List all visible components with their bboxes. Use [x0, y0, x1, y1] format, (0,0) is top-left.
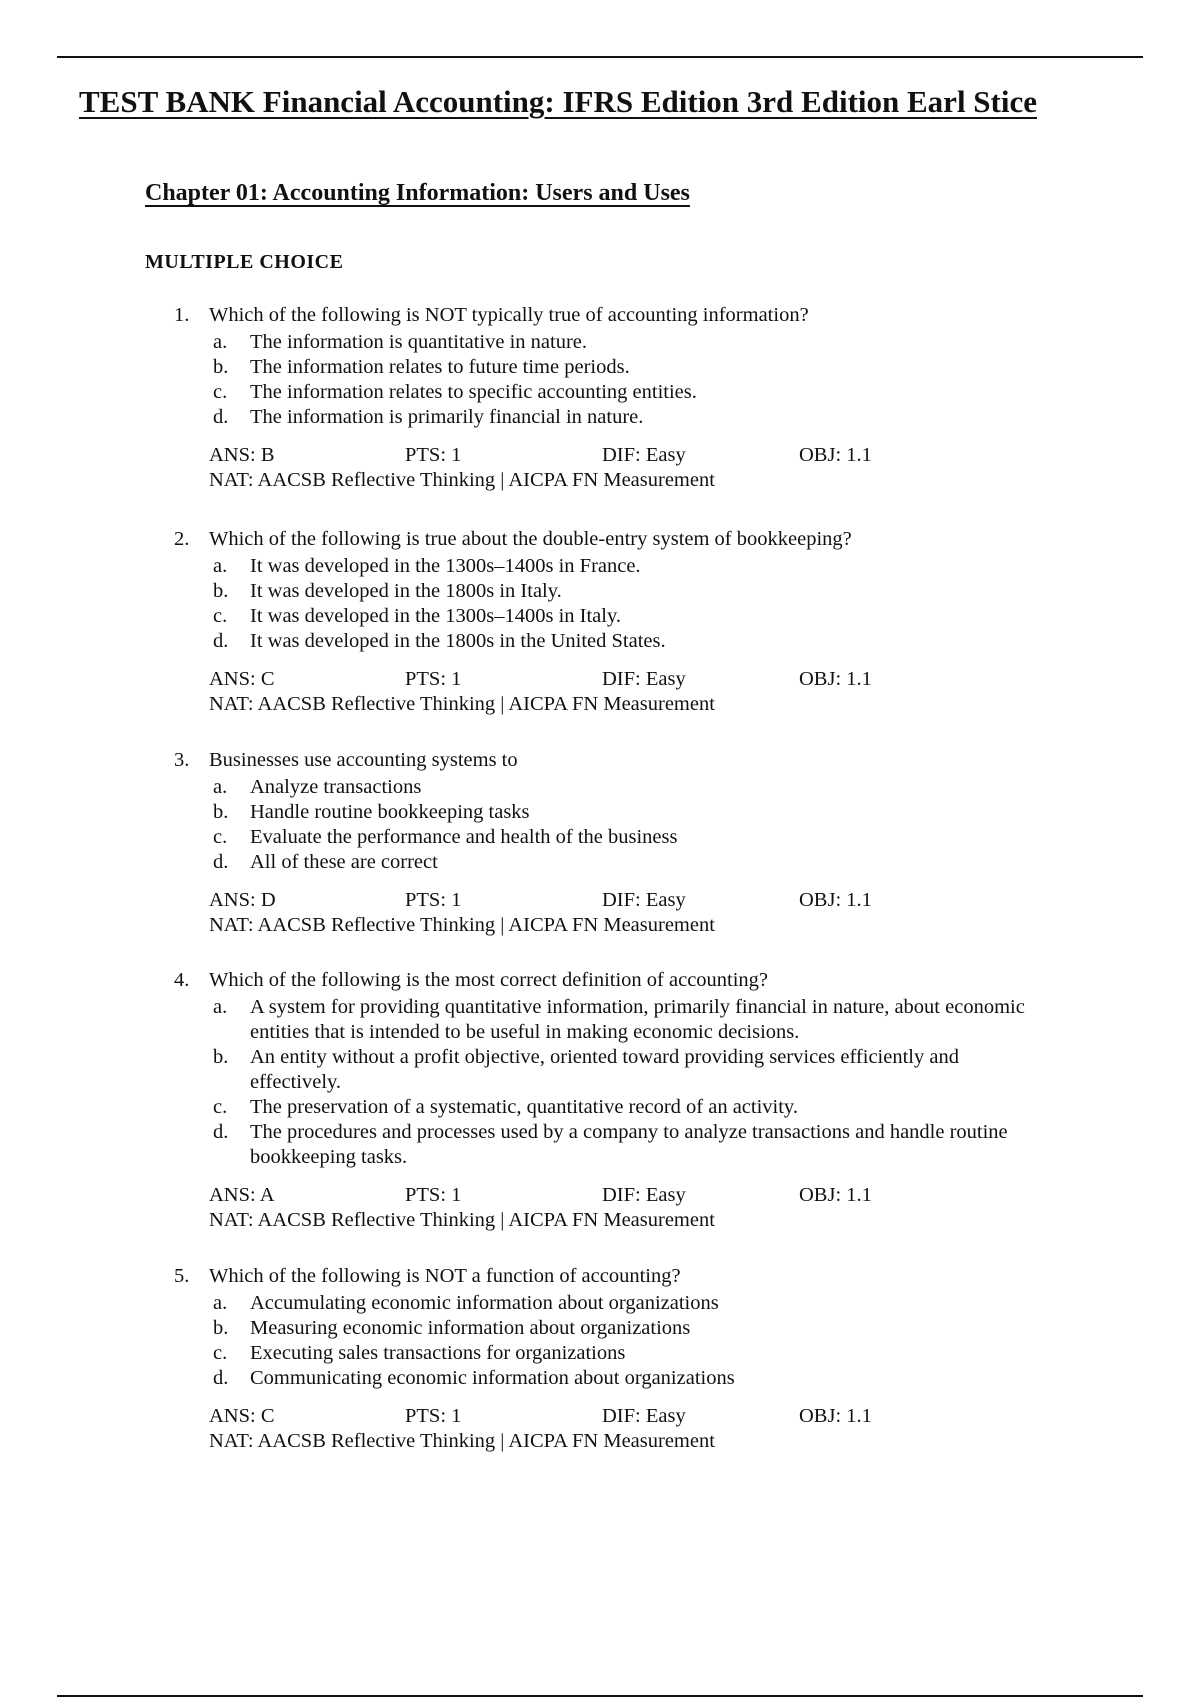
option-letter: c.	[213, 381, 228, 403]
question-text: Which of the following is NOT a function of accounting?	[209, 1265, 681, 1287]
question-number: 1.	[174, 304, 190, 326]
option-text: Handle routine bookkeeping tasks	[250, 801, 530, 823]
option-c	[0, 1095, 1200, 1120]
option-a	[0, 330, 1200, 355]
answer-metadata	[0, 444, 1200, 494]
answer-key: ANS: A	[209, 1184, 275, 1206]
option-b	[0, 800, 1200, 825]
option-text: The procedures and processes used by a company to analyze transactions and handle routine bookkeeping tasks.	[250, 1121, 1008, 1168]
option-letter: d.	[213, 1367, 229, 1389]
answer-key: ANS: D	[209, 889, 276, 911]
objective: OBJ: 1.1	[799, 1405, 872, 1427]
points: PTS: 1	[405, 444, 462, 466]
option-text: The preservation of a systematic, quantitative record of an activity.	[250, 1096, 798, 1118]
option-c	[0, 380, 1200, 405]
option-text: Measuring economic information about organizations	[250, 1317, 691, 1339]
option-letter: a.	[213, 331, 228, 353]
option-text: It was developed in the 1300s–1400s in Italy.	[250, 605, 622, 627]
objective: OBJ: 1.1	[799, 444, 872, 466]
section-heading: MULTIPLE CHOICE	[145, 251, 344, 273]
option-text: Executing sales transactions for organizations	[250, 1342, 626, 1364]
question-number: 5.	[174, 1265, 190, 1287]
points: PTS: 1	[405, 1184, 462, 1206]
standards-tag: NAT: AACSB Reflective Thinking | AICPA FN Measurement	[209, 914, 715, 936]
difficulty: DIF: Easy	[602, 889, 686, 911]
option-letter: a.	[213, 996, 228, 1018]
option-letter: a.	[213, 555, 228, 577]
bottom-rule	[57, 1695, 1143, 1697]
standards-tag: NAT: AACSB Reflective Thinking | AICPA FN Measurement	[209, 1209, 715, 1231]
option-d	[0, 850, 1200, 875]
question-text: Which of the following is true about the double-entry system of bookkeeping?	[209, 528, 852, 550]
option-text: The information is quantitative in nature.	[250, 331, 588, 353]
question-text: Which of the following is the most correct definition of accounting?	[209, 969, 769, 991]
option-a	[0, 1291, 1200, 1316]
option-letter: a.	[213, 1292, 228, 1314]
standards-tag: NAT: AACSB Reflective Thinking | AICPA FN Measurement	[209, 693, 715, 715]
difficulty: DIF: Easy	[602, 1184, 686, 1206]
answer-key: ANS: C	[209, 668, 275, 690]
answer-metadata	[0, 889, 1200, 939]
option-letter: b.	[213, 356, 229, 378]
option-text: Accumulating economic information about organizations	[250, 1292, 719, 1314]
option-a	[0, 995, 1200, 1045]
points: PTS: 1	[405, 1405, 462, 1427]
option-text: All of these are correct	[250, 851, 438, 873]
question-text: Which of the following is NOT typically true of accounting information?	[209, 304, 809, 326]
option-text: The information relates to future time periods.	[250, 356, 630, 378]
difficulty: DIF: Easy	[602, 668, 686, 690]
chapter-title: Chapter 01: Accounting Information: Users and Uses	[145, 180, 690, 206]
standards-tag: NAT: AACSB Reflective Thinking | AICPA FN Measurement	[209, 469, 715, 491]
difficulty: DIF: Easy	[602, 444, 686, 466]
difficulty: DIF: Easy	[602, 1405, 686, 1427]
option-b	[0, 355, 1200, 380]
option-d	[0, 1366, 1200, 1391]
question-number: 4.	[174, 969, 190, 991]
option-letter: b.	[213, 1317, 229, 1339]
option-c	[0, 825, 1200, 850]
option-text: Evaluate the performance and health of the business	[250, 826, 678, 848]
option-letter: a.	[213, 776, 228, 798]
objective: OBJ: 1.1	[799, 1184, 872, 1206]
question-text: Businesses use accounting systems to	[209, 749, 518, 771]
option-letter: b.	[213, 1046, 229, 1068]
answer-metadata	[0, 1184, 1200, 1234]
option-a	[0, 775, 1200, 800]
question-3	[0, 749, 1200, 939]
option-letter: c.	[213, 826, 228, 848]
option-d	[0, 629, 1200, 654]
question-5	[0, 1265, 1200, 1455]
option-letter: c.	[213, 1342, 228, 1364]
question-4	[0, 969, 1200, 1234]
points: PTS: 1	[405, 889, 462, 911]
option-text: Analyze transactions	[250, 776, 422, 798]
question-number: 2.	[174, 528, 190, 550]
option-text: A system for providing quantitative information, primarily financial in nature, about economic entities that is intended to be useful in making economic decisions.	[250, 996, 1025, 1043]
answer-metadata	[0, 1405, 1200, 1455]
option-letter: d.	[213, 1121, 229, 1143]
option-a	[0, 554, 1200, 579]
option-text: The information relates to specific accounting entities.	[250, 381, 697, 403]
standards-tag: NAT: AACSB Reflective Thinking | AICPA FN Measurement	[209, 1430, 715, 1452]
option-text: The information is primarily financial in nature.	[250, 406, 644, 428]
option-d	[0, 405, 1200, 430]
option-text: It was developed in the 1300s–1400s in France.	[250, 555, 641, 577]
option-b	[0, 579, 1200, 604]
option-letter: b.	[213, 580, 229, 602]
option-d	[0, 1120, 1200, 1170]
option-text: It was developed in the 1800s in the United States.	[250, 630, 666, 652]
option-text: It was developed in the 1800s in Italy.	[250, 580, 562, 602]
option-c	[0, 1341, 1200, 1366]
option-b	[0, 1316, 1200, 1341]
option-letter: c.	[213, 1096, 228, 1118]
option-b	[0, 1045, 1200, 1095]
option-letter: c.	[213, 605, 228, 627]
option-letter: b.	[213, 801, 229, 823]
objective: OBJ: 1.1	[799, 668, 872, 690]
question-number: 3.	[174, 749, 190, 771]
answer-key: ANS: C	[209, 1405, 275, 1427]
option-c	[0, 604, 1200, 629]
question-1	[0, 304, 1200, 494]
option-letter: d.	[213, 630, 229, 652]
question-2	[0, 528, 1200, 718]
answer-metadata	[0, 668, 1200, 718]
document-title: TEST BANK Financial Accounting: IFRS Edition 3rd Edition Earl Stice	[79, 84, 1038, 119]
option-text: An entity without a profit objective, oriented toward providing services efficiently and effectively.	[250, 1046, 959, 1093]
answer-key: ANS: B	[209, 444, 275, 466]
top-rule	[57, 56, 1143, 58]
objective: OBJ: 1.1	[799, 889, 872, 911]
points: PTS: 1	[405, 668, 462, 690]
option-text: Communicating economic information about organizations	[250, 1367, 735, 1389]
option-letter: d.	[213, 851, 229, 873]
option-letter: d.	[213, 406, 229, 428]
